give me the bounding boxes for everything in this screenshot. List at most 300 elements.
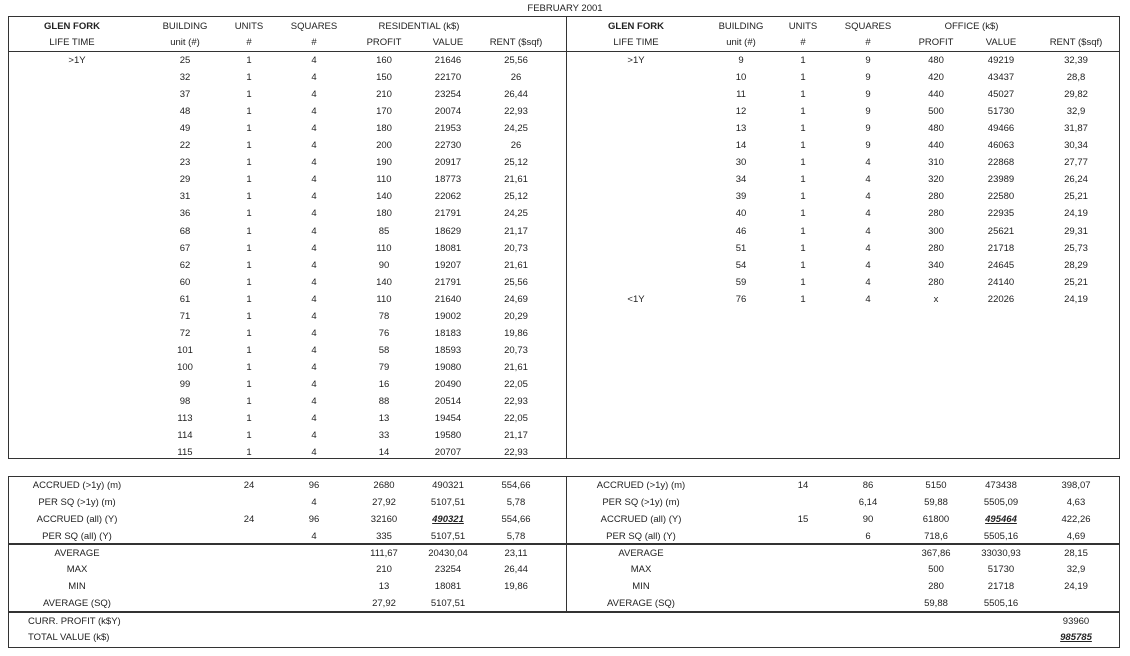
residential-cell: 60: [179, 276, 191, 288]
residential-summary-rent: 554,66: [501, 513, 531, 525]
residential-summary-profit: 27,92: [372, 496, 396, 508]
residential-stat-profit: 27,92: [372, 598, 396, 609]
residential-cell: 110: [376, 174, 392, 186]
residential-subheader-2: #: [246, 37, 252, 48]
office-cell: 4: [865, 225, 871, 237]
office-cell: 30: [735, 157, 747, 169]
residential-cell: 78: [378, 310, 390, 322]
office-cell: 4: [865, 259, 871, 271]
residential-cell: 22,93: [504, 106, 528, 118]
residential-subheader-6: RENT ($sqf): [489, 37, 543, 48]
residential-cell: 21,61: [504, 174, 528, 186]
office-cell: 22868: [987, 157, 1015, 169]
header-divider: [9, 51, 1119, 52]
office-cell: 25621: [987, 225, 1015, 237]
office-summary-units: 14: [797, 480, 809, 491]
office-cell: 9: [865, 89, 871, 101]
office-cell: 39: [735, 191, 747, 203]
office-cell: 49219: [987, 55, 1015, 66]
residential-cell: 36: [179, 208, 191, 220]
residential-cell: 4: [311, 259, 317, 271]
residential-cell: 13: [378, 413, 390, 425]
residential-cell: 76: [378, 327, 390, 339]
residential-cell: 115: [177, 447, 193, 459]
residential-cell: 19,86: [504, 327, 528, 339]
office-subheader-6: RENT ($sqf): [1049, 37, 1103, 48]
residential-header-building: BUILDING: [162, 21, 208, 32]
office-cell: 25,73: [1064, 242, 1088, 254]
residential-cell: 21,17: [504, 225, 528, 237]
office-summary-value: 495464: [985, 513, 1017, 525]
office-cell: 4: [865, 242, 871, 254]
office-cell: 4: [865, 208, 871, 220]
total-label: TOTAL VALUE (k$): [28, 632, 110, 643]
residential-cell: 62: [179, 259, 191, 271]
office-summary-squares: 86: [862, 480, 874, 491]
residential-cell: 1: [246, 378, 252, 390]
residential-cell: 1: [246, 276, 252, 288]
residential-cell: 72: [179, 327, 191, 339]
office-stat-value: 5505,16: [983, 598, 1019, 609]
office-cell: 480: [928, 55, 944, 66]
residential-subheader-3: #: [311, 37, 317, 48]
totals-divider: [9, 611, 1119, 613]
office-cell: 4: [865, 174, 871, 186]
residential-cell: 190: [376, 157, 392, 169]
office-cell: 23989: [987, 174, 1015, 186]
residential-cell: 19454: [434, 413, 462, 425]
total-value: 93960: [1062, 616, 1090, 627]
residential-cell: 1: [246, 225, 252, 237]
residential-cell: 18773: [434, 174, 462, 186]
office-summary-label: PER SQ (>1y) (m): [602, 496, 680, 508]
residential-cell: 4: [311, 106, 317, 118]
summary-divider: [9, 543, 1119, 545]
office-summary-profit: 718,6: [924, 530, 948, 542]
office-cell: 280: [928, 276, 944, 288]
office-cell: 1: [800, 89, 806, 101]
office-cell: 22026: [987, 293, 1015, 305]
residential-cell: 101: [177, 344, 193, 356]
residential-cell: 160: [376, 55, 392, 66]
office-cell: 4: [865, 191, 871, 203]
residential-cell: 22730: [434, 140, 462, 152]
residential-cell: 49: [179, 123, 191, 135]
office-cell: 1: [800, 72, 806, 84]
residential-cell: 4: [311, 361, 317, 373]
residential-cell: 99: [179, 378, 191, 390]
office-summary-rent: 4,63: [1066, 496, 1086, 508]
residential-cell: 88: [378, 396, 390, 407]
office-cell: 9: [865, 140, 871, 152]
residential-cell: 21646: [434, 55, 462, 66]
residential-cell: 1: [246, 242, 252, 254]
residential-cell: 20,73: [504, 344, 528, 356]
residential-cell: 24,25: [504, 208, 528, 220]
residential-cell: 68: [179, 225, 191, 237]
residential-cell: 1: [246, 106, 252, 118]
office-stat-label: AVERAGE: [618, 548, 664, 559]
residential-cell: 67: [179, 242, 191, 254]
office-lifetime-label: <1Y: [627, 293, 645, 305]
office-cell: 28,29: [1064, 259, 1088, 271]
office-subheader-2: #: [800, 37, 806, 48]
office-cell: 24,19: [1064, 293, 1088, 305]
total-label: CURR. PROFIT (k$Y): [28, 616, 121, 627]
residential-stat-label: AVERAGE: [54, 548, 100, 559]
residential-stat-rent: 19,86: [504, 581, 528, 592]
office-cell: 12: [735, 106, 747, 118]
residential-cell: 140: [376, 191, 392, 203]
residential-header-group: RESIDENTIAL (k$): [378, 21, 460, 32]
office-cell: 32,9: [1066, 106, 1086, 118]
residential-stat-profit: 13: [378, 581, 390, 592]
office-cell: 24,19: [1064, 208, 1088, 220]
residential-cell: 24,69: [504, 293, 528, 305]
office-cell: 22935: [987, 208, 1015, 220]
office-header-building: BUILDING: [718, 21, 764, 32]
residential-cell: 1: [246, 327, 252, 339]
residential-cell: 85: [378, 225, 390, 237]
residential-cell: 20074: [434, 106, 462, 118]
residential-cell: 37: [179, 89, 191, 101]
office-cell: 24140: [987, 276, 1015, 288]
residential-cell: 200: [376, 140, 392, 152]
office-summary-squares: 6: [865, 530, 871, 542]
office-summary-squares: 90: [862, 513, 874, 525]
office-cell: 9: [738, 55, 744, 66]
office-cell: 46: [735, 225, 747, 237]
residential-cell: 22,05: [504, 413, 528, 425]
office-cell: 4: [865, 276, 871, 288]
office-cell: 1: [800, 174, 806, 186]
office-header-group: OFFICE (k$): [944, 21, 999, 32]
office-cell: 22580: [987, 191, 1015, 203]
office-stat-label: MIN: [632, 581, 650, 592]
office-stat-profit: 59,88: [924, 598, 948, 609]
residential-cell: 4: [311, 276, 317, 288]
office-summary-units: 15: [797, 513, 809, 525]
residential-stat-rent: 26,44: [504, 564, 528, 575]
residential-cell: 1: [246, 430, 252, 442]
residential-summary-label: ACCRUED (all) (Y): [36, 513, 118, 525]
residential-cell: 18593: [434, 344, 462, 356]
residential-summary-profit: 2680: [373, 480, 395, 491]
residential-cell: 1: [246, 123, 252, 135]
residential-cell: 4: [311, 208, 317, 220]
residential-summary-units: 24: [243, 480, 255, 491]
office-stat-rent: 32,9: [1066, 564, 1086, 575]
residential-cell: 20490: [434, 378, 462, 390]
residential-cell: 150: [376, 72, 392, 84]
office-stat-profit: 280: [928, 581, 944, 592]
residential-cell: 110: [376, 293, 392, 305]
office-stat-rent: 24,19: [1064, 581, 1088, 592]
section-divider: [566, 17, 567, 458]
office-cell: 1: [800, 191, 806, 203]
office-summary-rent: 422,26: [1061, 513, 1091, 525]
office-cell: 9: [865, 106, 871, 118]
office-cell: 59: [735, 276, 747, 288]
office-cell: 11: [736, 89, 746, 101]
office-cell: 43437: [987, 72, 1015, 84]
office-cell: 26,24: [1064, 174, 1088, 186]
residential-cell: 1: [246, 208, 252, 220]
office-summary-profit: 61800: [922, 513, 950, 525]
residential-cell: 1: [246, 413, 252, 425]
residential-summary-label: PER SQ (>1y) (m): [38, 496, 116, 508]
office-cell: 49466: [987, 123, 1015, 135]
office-cell: 30,34: [1064, 140, 1088, 152]
office-summary-rent: 398,07: [1061, 480, 1091, 491]
residential-cell: 1: [246, 344, 252, 356]
office-cell: 27,77: [1064, 157, 1088, 169]
office-summary-squares: 6,14: [858, 496, 878, 508]
residential-cell: 4: [311, 242, 317, 254]
office-cell: 280: [928, 208, 944, 220]
residential-cell: 22,93: [504, 396, 528, 407]
residential-cell: 1: [246, 89, 252, 101]
residential-cell: 22,93: [504, 447, 528, 459]
office-cell: 9: [865, 123, 871, 135]
residential-cell: 23: [179, 157, 191, 169]
residential-cell: 21,61: [504, 361, 528, 373]
residential-subheader-1: unit (#): [170, 37, 200, 48]
residential-cell: 33: [378, 430, 390, 442]
office-summary-value: 5505,16: [983, 530, 1019, 542]
residential-lifetime-label: >1Y: [68, 55, 86, 66]
office-cell: 25,21: [1064, 276, 1088, 288]
office-cell: 1: [800, 208, 806, 220]
residential-cell: 4: [311, 123, 317, 135]
residential-cell: 1: [246, 174, 252, 186]
office-cell: 1: [800, 157, 806, 169]
residential-cell: 20,29: [504, 310, 528, 322]
residential-cell: 1: [246, 361, 252, 373]
residential-summary-value: 490321: [432, 480, 464, 491]
office-cell: 76: [735, 293, 747, 305]
office-summary-label: PER SQ (all) (Y): [606, 530, 676, 542]
office-header-units: UNITS: [788, 21, 818, 32]
residential-summary-squares: 4: [311, 530, 317, 542]
office-summary-profit: 59,88: [924, 496, 948, 508]
residential-cell: 4: [311, 396, 317, 407]
office-subheader-3: #: [865, 37, 871, 48]
office-summary-label: ACCRUED (>1y) (m): [596, 480, 686, 491]
residential-cell: 24,25: [504, 123, 528, 135]
residential-summary-value: 490321: [432, 513, 464, 525]
office-stat-rent: 28,15: [1064, 548, 1088, 559]
residential-cell: 4: [311, 72, 317, 84]
residential-cell: 26: [510, 140, 522, 152]
office-cell: 4: [865, 157, 871, 169]
residential-cell: 4: [311, 447, 317, 459]
office-summary-rent: 4,69: [1066, 530, 1086, 542]
residential-cell: 100: [177, 361, 193, 373]
residential-cell: 1: [246, 140, 252, 152]
residential-stat-value: 5107,51: [430, 598, 466, 609]
residential-cell: 1: [246, 293, 252, 305]
residential-cell: 4: [311, 310, 317, 322]
office-header-lifetime: GLEN FORK: [608, 21, 664, 32]
residential-summary-label: ACCRUED (>1y) (m): [32, 480, 122, 491]
office-cell: 320: [928, 174, 944, 186]
residential-cell: 1: [246, 447, 252, 459]
office-header-squares: SQUARES: [844, 21, 892, 32]
residential-cell: 1: [246, 310, 252, 322]
residential-cell: 1: [246, 191, 252, 203]
office-stat-value: 21718: [987, 581, 1015, 592]
residential-header-squares: SQUARES: [290, 21, 338, 32]
office-cell: 46063: [987, 140, 1015, 152]
residential-cell: 19207: [434, 259, 462, 271]
office-cell: 480: [928, 123, 944, 135]
office-cell: 500: [928, 106, 944, 118]
residential-cell: 4: [311, 174, 317, 186]
residential-cell: 21953: [434, 123, 462, 135]
office-subheader-5: VALUE: [985, 37, 1017, 48]
residential-stat-profit: 210: [376, 564, 392, 575]
residential-stat-label: MIN: [68, 581, 86, 592]
residential-cell: 32: [179, 72, 191, 84]
residential-summary-value: 5107,51: [430, 496, 466, 508]
office-cell: 280: [928, 191, 944, 203]
office-summary-value: 473438: [985, 480, 1017, 491]
office-cell: 1: [800, 242, 806, 254]
residential-cell: 25,12: [504, 191, 528, 203]
residential-cell: 4: [311, 378, 317, 390]
office-cell: 1: [800, 225, 806, 237]
office-lifetime-label: >1Y: [627, 55, 645, 66]
residential-subheader-0: LIFE TIME: [49, 37, 95, 48]
office-cell: 10: [735, 72, 747, 84]
residential-header-lifetime: GLEN FORK: [44, 21, 100, 32]
office-cell: 25,21: [1064, 191, 1088, 203]
residential-cell: 22,05: [504, 378, 528, 390]
office-cell: 21718: [987, 242, 1015, 254]
residential-cell: 1: [246, 55, 252, 66]
office-cell: 28,8: [1066, 72, 1086, 84]
residential-cell: 19002: [434, 310, 462, 322]
residential-cell: 61: [179, 293, 191, 305]
residential-cell: 98: [179, 396, 191, 407]
office-cell: 24645: [987, 259, 1015, 271]
residential-cell: 20707: [434, 447, 462, 459]
office-cell: 300: [928, 225, 944, 237]
residential-summary-squares: 96: [308, 513, 320, 525]
office-cell: 1: [800, 140, 806, 152]
residential-summary-rent: 5,78: [506, 530, 526, 542]
office-cell: 440: [928, 89, 944, 101]
office-cell: 54: [735, 259, 747, 271]
residential-stat-profit: 111,67: [370, 548, 398, 559]
residential-cell: 25,56: [504, 276, 528, 288]
residential-cell: 4: [311, 225, 317, 237]
residential-cell: 22170: [434, 72, 462, 84]
residential-cell: 21,61: [504, 259, 528, 271]
office-cell: 45027: [987, 89, 1015, 101]
residential-cell: 79: [378, 361, 390, 373]
residential-cell: 4: [311, 140, 317, 152]
total-value: 985785: [1060, 632, 1092, 643]
residential-cell: 21791: [434, 276, 462, 288]
office-summary-profit: 5150: [925, 480, 947, 491]
residential-cell: 20,73: [504, 242, 528, 254]
residential-summary-label: PER SQ (all) (Y): [42, 530, 112, 542]
residential-cell: 16: [378, 378, 390, 390]
office-cell: 13: [735, 123, 747, 135]
residential-cell: 23254: [434, 89, 462, 101]
residential-header-units: UNITS: [234, 21, 264, 32]
residential-summary-profit: 335: [376, 530, 392, 542]
residential-cell: 48: [179, 106, 191, 118]
office-cell: 1: [800, 55, 806, 66]
office-cell: 280: [928, 242, 944, 254]
residential-cell: 58: [378, 344, 390, 356]
office-cell: 340: [928, 259, 944, 271]
residential-cell: 20514: [434, 396, 462, 407]
office-summary-value: 5505,09: [983, 496, 1019, 508]
residential-cell: 21,17: [504, 430, 528, 442]
office-cell: 440: [928, 140, 944, 152]
residential-cell: 4: [311, 413, 317, 425]
residential-cell: 170: [376, 106, 392, 118]
residential-cell: 1: [246, 396, 252, 407]
residential-cell: 18183: [434, 327, 462, 339]
residential-stat-rent: 23,11: [504, 548, 528, 559]
residential-cell: 4: [311, 191, 317, 203]
residential-stat-value: 20430,04: [428, 548, 468, 559]
office-cell: 1: [800, 106, 806, 118]
residential-summary-units: 24: [243, 513, 255, 525]
residential-cell: 21791: [434, 208, 462, 220]
office-subheader-4: PROFIT: [918, 37, 954, 48]
residential-cell: 71: [179, 310, 191, 322]
office-cell: 4: [865, 293, 871, 305]
residential-cell: 180: [376, 208, 392, 220]
residential-cell: 19580: [434, 430, 462, 442]
residential-cell: 22: [179, 140, 191, 152]
office-stat-profit: 500: [928, 564, 944, 575]
residential-cell: 140: [376, 276, 392, 288]
office-cell: 32,39: [1064, 55, 1088, 66]
office-cell: 14: [735, 140, 747, 152]
office-subheader-0: LIFE TIME: [613, 37, 659, 48]
office-cell: 31,87: [1064, 123, 1088, 135]
office-cell: 1: [800, 259, 806, 271]
office-cell: 9: [865, 72, 871, 84]
residential-cell: 4: [311, 293, 317, 305]
office-cell: 29,82: [1064, 89, 1088, 101]
residential-summary-value: 5107,51: [430, 530, 466, 542]
residential-cell: 1: [246, 259, 252, 271]
residential-stat-value: 18081: [434, 581, 462, 592]
residential-cell: 25,12: [504, 157, 528, 169]
residential-cell: 4: [311, 89, 317, 101]
office-cell: 34: [735, 174, 747, 186]
residential-cell: 26: [510, 72, 522, 84]
residential-summary-squares: 96: [308, 480, 320, 491]
page-title: FEBRUARY 2001: [527, 3, 603, 14]
residential-cell: 113: [177, 413, 193, 425]
office-cell: x: [933, 293, 939, 305]
residential-cell: 20917: [434, 157, 462, 169]
office-stat-label: MAX: [630, 564, 652, 575]
residential-cell: 26,44: [504, 89, 528, 101]
office-cell: 9: [865, 55, 871, 66]
residential-subheader-4: PROFIT: [366, 37, 402, 48]
residential-cell: 4: [311, 157, 317, 169]
